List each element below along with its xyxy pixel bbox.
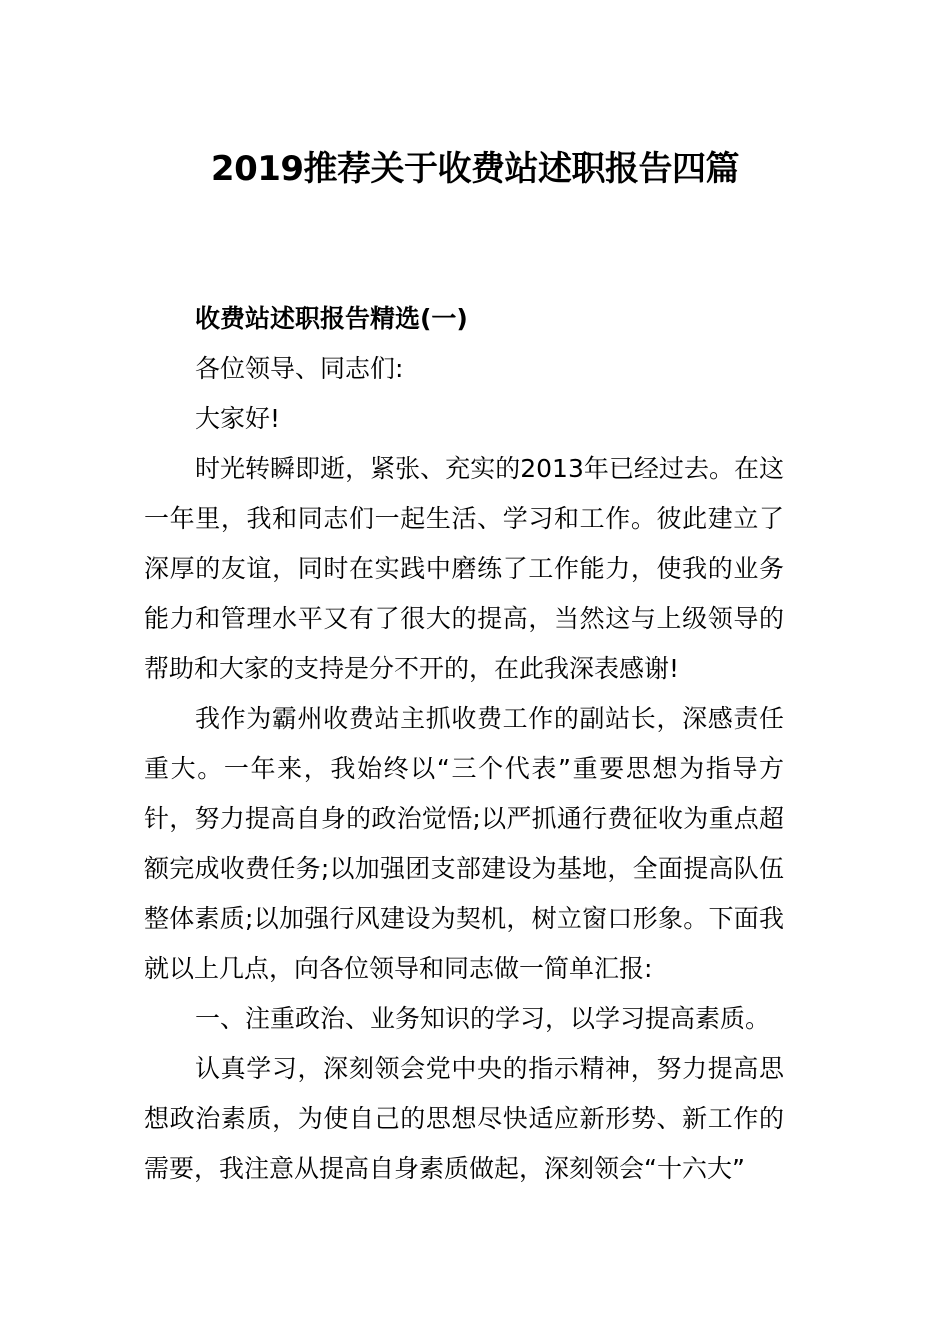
greeting: 大家好! bbox=[195, 404, 281, 433]
section-heading: 收费站述职报告精选(一) bbox=[195, 304, 468, 333]
paragraph: 一、注重政治、业务知识的学习，以学习提高素质。 bbox=[195, 1004, 771, 1033]
document-title: 2019推荐关于收费站述职报告四篇 bbox=[210, 149, 740, 189]
paragraph: 认真学习，深刻领会党中央的指示精神，努力提高思想政治素质，为使自己的思想尽快适应新形势、新工作的需要，我注意从提高自身素质做起，深刻领会“十六大” bbox=[144, 1054, 784, 1183]
document-body bbox=[144, 294, 784, 1194]
salutation: 各位领导、同志们: bbox=[195, 354, 404, 383]
paragraph: 我作为霸州收费站主抓收费工作的副站长，深感责任重大。一年来，我始终以“三个代表”重要思想为指导方针，努力提高自身的政治觉悟;以严抓通行费征收为重点超额完成收费任务;以加强团支部建设为基地，全面提高队伍整体素质;以加强行风建设为契机，树立窗口形象。下面我就以上几点，向各位领导和同志做一简单汇报: bbox=[144, 704, 784, 983]
paragraph: 时光转瞬即逝，紧张、充实的2013年已经过去。在这一年里，我和同志们一起生活、学习和工作。彼此建立了深厚的友谊，同时在实践中磨练了工作能力，使我的业务能力和管理水平又有了很大的提高，当然这与上级领导的帮助和大家的支持是分不开的，在此我深表感谢! bbox=[144, 454, 784, 683]
